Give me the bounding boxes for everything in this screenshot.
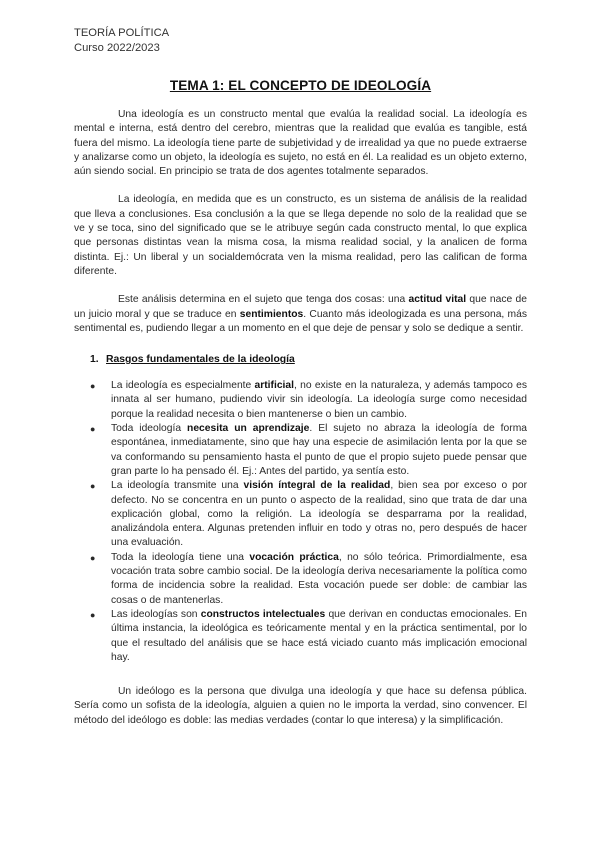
list-item — [74, 479, 527, 550]
bullet-text: La ideología transmite una — [111, 480, 244, 492]
page-title: TEMA 1: EL CONCEPTO DE IDEOLOGÍA — [169, 78, 432, 93]
bullet-text: Toda ideología — [111, 423, 188, 435]
document-header — [74, 26, 527, 56]
list-item — [74, 608, 527, 665]
section-heading — [90, 354, 527, 365]
bullet-bold: vocación práctica — [249, 551, 339, 563]
paragraph-3-text: Este análisis determina en el sujeto que tenga dos cosas: una — [118, 294, 409, 306]
bullet-icon: ● — [90, 381, 96, 392]
section-number: 1. — [90, 354, 99, 366]
bullet-bold: visión íntegral de la realidad — [243, 480, 391, 492]
bullet-text: La ideología es especialmente — [111, 380, 255, 392]
bullet-bold: necesita un aprendizaje — [187, 423, 310, 435]
bullet-icon: ● — [90, 481, 96, 492]
paragraph-3-text: . Cuanto más ideologizada es una persona, más sentimental es, pudiendo llegar a un momento en el que deje de pensar y solo se dedique a sentir. — [74, 308, 527, 334]
subject-label: TEORÍA POLÍTICA — [74, 27, 170, 39]
bullet-text: , no existe en la naturaleza, y además tampoco es innata al ser humano, pudiendo vivir sin ideología. La ideología surge como necesidad porque la realidad necesita o bien mantenerse o bien un cambio. — [111, 380, 528, 420]
paragraph-3-bold: sentimientos — [239, 308, 304, 320]
list-item — [74, 551, 527, 608]
section-title: Rasgos fundamentales de la ideología — [106, 354, 295, 366]
bullet-list — [74, 379, 527, 665]
bullet-text: , no sólo teórica. Primordialmente, esa vocación trata sobre cambio social. De la ideología deriva necesariamente la política como forma de incidencia sobre la realidad. Esta vocación puede ser doble: de cambiar las cosas o de mantenerlas. — [111, 551, 528, 606]
bullet-bold: constructos intelectuales — [200, 608, 326, 620]
closing-paragraph: Un ideólogo es la persona que divulga una ideología y que hace su defensa pública. Sería como un sofista de la ideología, alguien a quien no le importa la verdad, sino convencer. El método del ideólogo es doble: las medias verdades (contar lo que interesa) y la simplificación. — [74, 686, 527, 726]
paragraph-3-bold: actitud vital — [408, 294, 467, 306]
bullet-text: , bien sea por exceso o por defecto. No se concentra en un punto o aspecto de la realidad, sino que trata de dar una explicación global, como la religión. La ideología se desparrama por la realidad, analizándola entera. Algunas pretenden influir en todo y otras no, pero después de hacer una evaluación. — [111, 480, 528, 549]
bullet-text: Toda la ideología tiene una — [111, 551, 250, 563]
bullet-text: que derivan en conductas emocionales. En última instancia, la ideológica es teóricamente mental y en la práctica sentimental, por lo que el resultado del análisis que se hace está viciado cuanto más implicación emocional hay. — [111, 608, 528, 663]
list-item — [74, 422, 527, 479]
bullet-text: . El sujeto no abraza la ideología de forma espontánea, inmediatamente, sino que hay una especie de asimilación lenta por la que se va conformando su pensamiento hasta el punto de que el propio sujeto puede pensar que gran parte lo ha pensado él. Ej.: Antes del partido, ya sentía esto. — [111, 423, 527, 477]
bullet-icon: ● — [90, 552, 96, 563]
course-label: Curso 2022/2023 — [74, 42, 160, 54]
bullet-icon: ● — [90, 609, 96, 620]
bullet-bold: artificial — [254, 380, 295, 392]
bullet-text: Las ideologías son — [111, 608, 201, 620]
paragraph-1: Una ideología es un constructo mental que evalúa la realidad social. La ideología es mental e interna, está dentro del cerebro, mientras que la realidad que evalúa es tangible, está fuera del mismo. La ideología tiene parte de subjetividad y de irrealidad ya que no puede extraerse y analizarse como un objeto, la ideología es sujeto, no está en él. La realidad es un objeto externo, aún siendo social. En principio se trata de dos agentes totalmente separados. — [74, 109, 527, 178]
paragraph-3 — [74, 293, 527, 336]
paragraph-2: La ideología, en medida que es un constructo, es un sistema de análisis de la realidad que lleva a conclusiones. Esa conclusión a la que se llega depende no solo de la realidad que se ve y se toca, sino del significado que se le atribuye según cada constructo mental, lo que explica que personas distintas vean la misma cosa, la misma realidad social, y la analicen de forma distinta. Ej.: Un liberal y un socialdemócrata ven la misma realidad, pero las califican de forma diferente. — [74, 194, 527, 277]
list-item — [74, 379, 527, 422]
paragraph-3-text: que nace de un juicio moral y que se traduce en — [74, 294, 527, 320]
bullet-icon: ● — [90, 424, 96, 435]
